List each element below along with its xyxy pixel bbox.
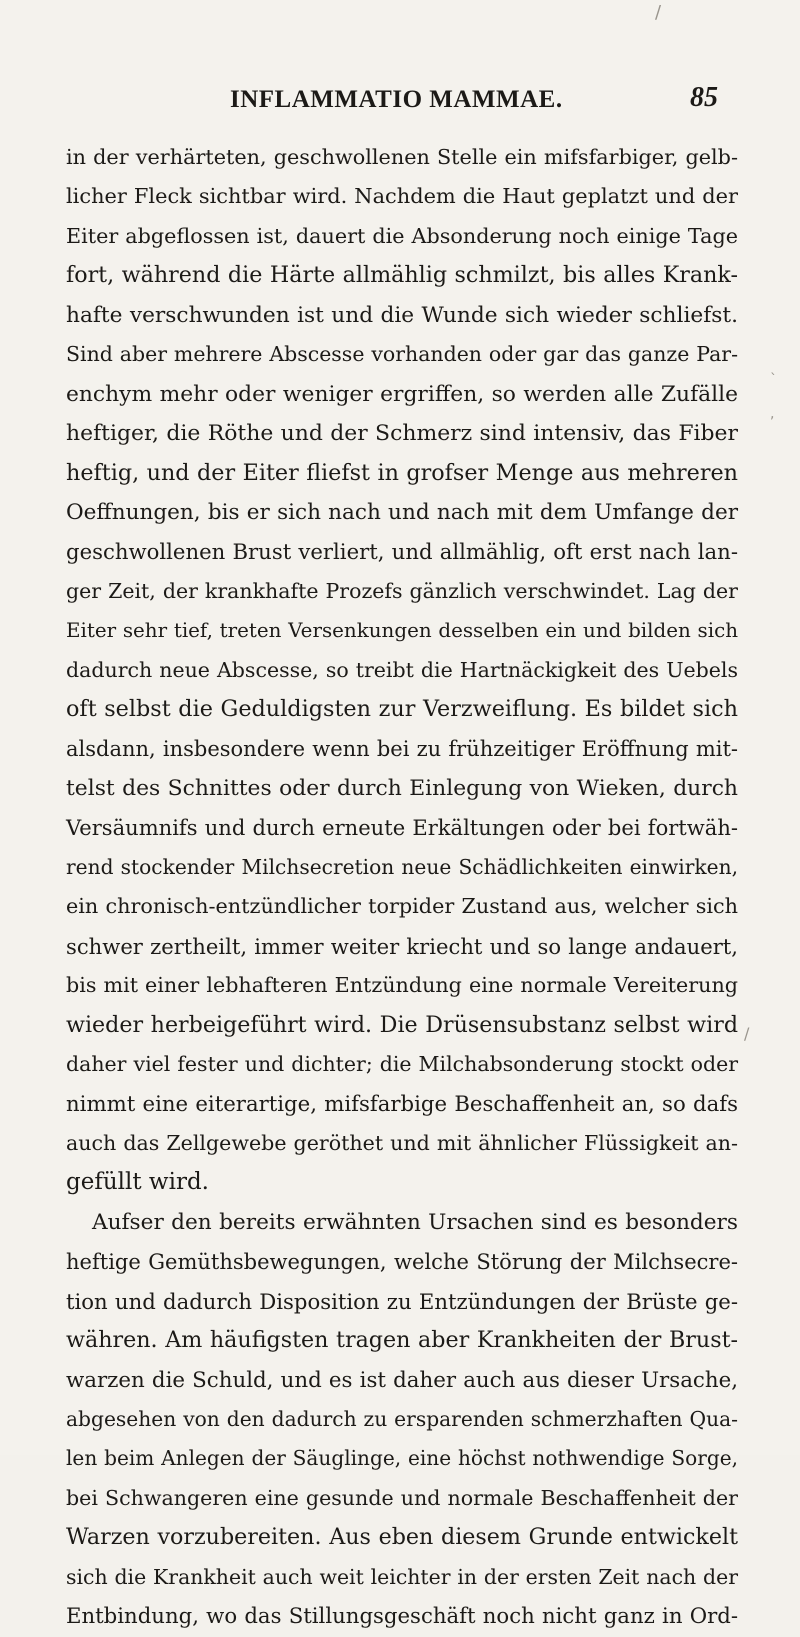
stray-pencil-mark: / xyxy=(655,2,662,23)
text-line: sich die Krankheit auch weit leichter in der ersten Zeit nach der xyxy=(66,1564,738,1589)
text-line: gefüllt wird. xyxy=(66,1169,209,1196)
paragraph-2 xyxy=(66,1203,738,1637)
text-line: währen. Am häufigsten tragen aber Krankheiten der Brust- xyxy=(66,1327,738,1354)
text-line: bis mit einer lebhafteren Entzündung eine normale Vereiterung xyxy=(66,973,738,998)
text-line: abgesehen von den dadurch zu ersparenden schmerzhaften Qua- xyxy=(66,1407,738,1431)
text-line: geschwollenen Brust verliert, und allmählig, oft erst nach lan- xyxy=(66,539,738,565)
text-line: enchym mehr oder weniger ergriffen, so werden alle Zufälle xyxy=(66,381,738,407)
text-line: licher Fleck sichtbar wird. Nachdem die Haut geplatzt und der xyxy=(66,184,738,209)
text-line: Warzen vorzubereiten. Aus eben diesem Grunde entwickelt xyxy=(66,1524,738,1551)
text-line: nimmt eine eiterartige, mifsfarbige Beschaffenheit an, so dafs xyxy=(66,1091,738,1117)
text-line: Oeffnungen, bis er sich nach und nach mit dem Umfange der xyxy=(66,499,738,525)
text-line: hafte verschwunden ist und die Wunde sich wieder schliefst. xyxy=(66,302,738,328)
text-line: len beim Anlegen der Säuglinge, eine höchst nothwendige Sorge, xyxy=(66,1446,738,1471)
text-line: Versäumnifs und durch erneute Erkältungen oder bei fortwäh- xyxy=(66,815,738,841)
text-line: heftige Gemüthsbewegungen, welche Störung der Milchsecre- xyxy=(66,1249,738,1275)
text-line: Sind aber mehrere Abscesse vorhanden oder gar das ganze Par- xyxy=(66,342,738,367)
text-line: telst des Schnittes oder durch Einlegung von Wieken, durch xyxy=(66,776,738,801)
page-header xyxy=(0,82,800,126)
text-line: heftig, und der Eiter fliefst in grofser Menge aus mehreren xyxy=(66,459,738,486)
text-line: Eiter abgeflossen ist, dauert die Absonderung noch einige Tage xyxy=(66,223,738,248)
text-line: schwer zertheilt, immer weiter kriecht und so lange andauert, xyxy=(66,933,738,959)
margin-mark: / xyxy=(744,1024,750,1043)
text-line: warzen die Schuld, und es ist daher auch aus dieser Ursache, xyxy=(66,1367,738,1393)
text-line: tion und dadurch Disposition zu Entzündungen der Brüste ge- xyxy=(66,1288,738,1314)
text-line: ein chronisch-entzündlicher torpider Zustand aus, welcher sich xyxy=(66,894,738,919)
page-number: 85 xyxy=(690,82,718,113)
text-line: dadurch neue Abscesse, so treibt die Hartnäckigkeit des Uebels xyxy=(66,657,738,682)
text-line: rend stockender Milchsecretion neue Schädlichkeiten einwirken, xyxy=(66,854,738,879)
margin-mark: ` xyxy=(770,372,777,388)
body-text xyxy=(66,138,738,1637)
text-line: ger Zeit, der krankhafte Prozefs gänzlich verschwindet. Lag der xyxy=(66,578,738,603)
text-line: Entbindung, wo das Stillungsgeschäft noch nicht ganz in Ord- xyxy=(66,1604,738,1630)
running-title: INFLAMMATIO MAMMAE. xyxy=(230,86,563,113)
text-line: Eiter sehr tief, treten Versenkungen desselben ein und bilden sich xyxy=(66,619,738,643)
text-line: alsdann, insbesondere wenn bei zu frühzeitiger Eröffnung mit- xyxy=(66,736,738,761)
text-line: Aufser den bereits erwähnten Ursachen sind es besonders xyxy=(92,1209,738,1235)
paragraph-1 xyxy=(66,138,738,1203)
text-line: wieder herbeigeführt wird. Die Drüsensubstanz selbst wird xyxy=(66,1011,738,1038)
text-line: auch das Zellgewebe geröthet und mit ähnlicher Flüssigkeit an- xyxy=(66,1130,738,1155)
text-line: heftiger, die Röthe und der Schmerz sind intensiv, das Fiber xyxy=(66,421,738,447)
text-line: daher viel fester und dichter; die Milchabsonderung stockt oder xyxy=(66,1052,738,1077)
text-line: bei Schwangeren eine gesunde und normale Beschaffenheit der xyxy=(66,1485,738,1510)
text-line: fort, während die Härte allmählig schmilzt, bis alles Krank- xyxy=(66,262,738,289)
text-line: oft selbst die Geduldigsten zur Verzweiflung. Es bildet sich xyxy=(66,696,738,723)
margin-mark: , xyxy=(770,406,775,422)
text-line: in der verhärteten, geschwollenen Stelle ein mifsfarbiger, gelb- xyxy=(66,145,738,169)
